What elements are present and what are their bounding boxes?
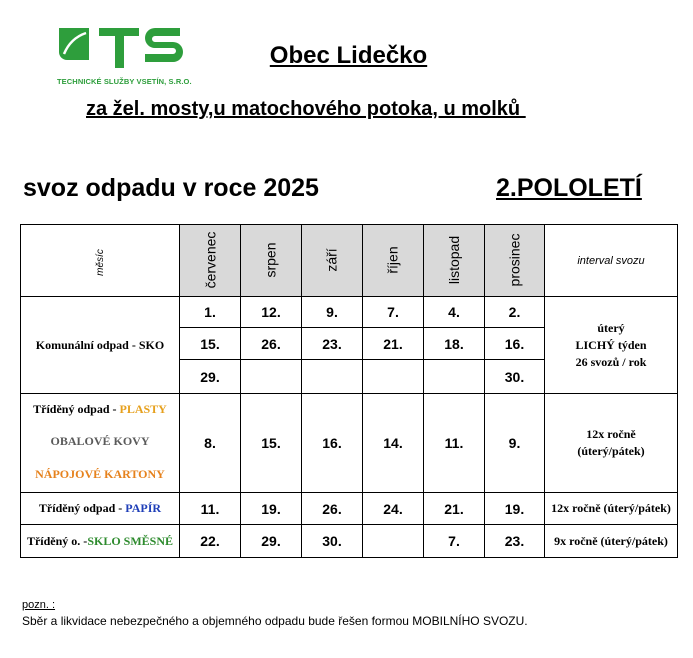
date-cell — [424, 360, 485, 394]
header-interval: interval svozu — [545, 225, 678, 297]
date-cell: 7. — [424, 525, 485, 558]
date-cell: 14. — [363, 394, 424, 493]
row-label-sklo: Tříděný o. -SKLO SMĚSNÉ — [21, 525, 180, 558]
date-cell: 7. — [363, 297, 424, 328]
date-cell: 21. — [363, 328, 424, 360]
schedule-heading: svoz odpadu v roce 2025 — [23, 174, 319, 202]
row-label-kartony: NÁPOJOVÉ KARTONY — [21, 458, 180, 493]
date-cell — [241, 360, 302, 394]
month-header: srpen — [241, 225, 302, 297]
date-cell: 26. — [241, 328, 302, 360]
schedule-table — [20, 224, 678, 558]
date-cell — [302, 360, 363, 394]
date-cell: 15. — [180, 328, 241, 360]
date-cell: 8. — [180, 394, 241, 493]
date-cell: 21. — [424, 493, 485, 525]
date-cell: 16. — [302, 394, 363, 493]
note-label: pozn. : — [22, 599, 56, 611]
date-cell: 30. — [485, 360, 545, 394]
interval-komunalni: úterý LICHÝ týden 26 svozů / rok — [545, 297, 678, 394]
date-cell: 29. — [241, 525, 302, 558]
page-subtitle: za žel. mosty,u matochového potoka, u molků — [86, 98, 526, 120]
semester-label: 2.POLOLETÍ — [496, 174, 642, 202]
logo-caption: TECHNICKÉ SLUŽBY VSETÍN, S.R.O. — [57, 77, 192, 86]
date-cell — [363, 525, 424, 558]
date-cell: 29. — [180, 360, 241, 394]
table-row — [21, 525, 678, 558]
date-cell: 11. — [424, 394, 485, 493]
table-row — [21, 297, 678, 328]
date-cell: 11. — [180, 493, 241, 525]
month-header: říjen — [363, 225, 424, 297]
header-row — [21, 225, 678, 297]
interval-tridene: 12x ročně (úterý/pátek) — [545, 394, 678, 493]
row-label-komunalni: Komunální odpad - SKO — [21, 297, 180, 394]
table-row — [21, 493, 678, 525]
interval-sklo: 9x ročně (úterý/pátek) — [545, 525, 678, 558]
date-cell: 26. — [302, 493, 363, 525]
header-month-label: měsíc — [21, 225, 180, 297]
date-cell: 23. — [302, 328, 363, 360]
month-header: prosinec — [485, 225, 545, 297]
date-cell: 9. — [485, 394, 545, 493]
page-title: Obec Lidečko — [269, 42, 428, 69]
month-header: listopad — [424, 225, 485, 297]
note-text: Sběr a likvidace nebezpečného a objemného odpadu bude řešen formou MOBILNÍHO SVOZU. — [22, 614, 528, 628]
row-label-kovy: OBALOVÉ KOVY — [21, 426, 180, 458]
date-cell: 9. — [302, 297, 363, 328]
date-cell: 4. — [424, 297, 485, 328]
date-cell — [363, 360, 424, 394]
date-cell: 1. — [180, 297, 241, 328]
interval-papir: 12x ročně (úterý/pátek) — [545, 493, 678, 525]
date-cell: 15. — [241, 394, 302, 493]
date-cell: 22. — [180, 525, 241, 558]
date-cell: 18. — [424, 328, 485, 360]
row-label-plasty: Tříděný odpad - PLASTY — [21, 394, 180, 426]
row-label-papir: Tříděný odpad - PAPÍR — [21, 493, 180, 525]
date-cell: 19. — [485, 493, 545, 525]
date-cell: 23. — [485, 525, 545, 558]
table-row — [21, 394, 678, 426]
date-cell: 30. — [302, 525, 363, 558]
date-cell: 2. — [485, 297, 545, 328]
month-header: září — [302, 225, 363, 297]
date-cell: 12. — [241, 297, 302, 328]
date-cell: 24. — [363, 493, 424, 525]
date-cell: 19. — [241, 493, 302, 525]
month-header: červenec — [180, 225, 241, 297]
date-cell: 16. — [485, 328, 545, 360]
